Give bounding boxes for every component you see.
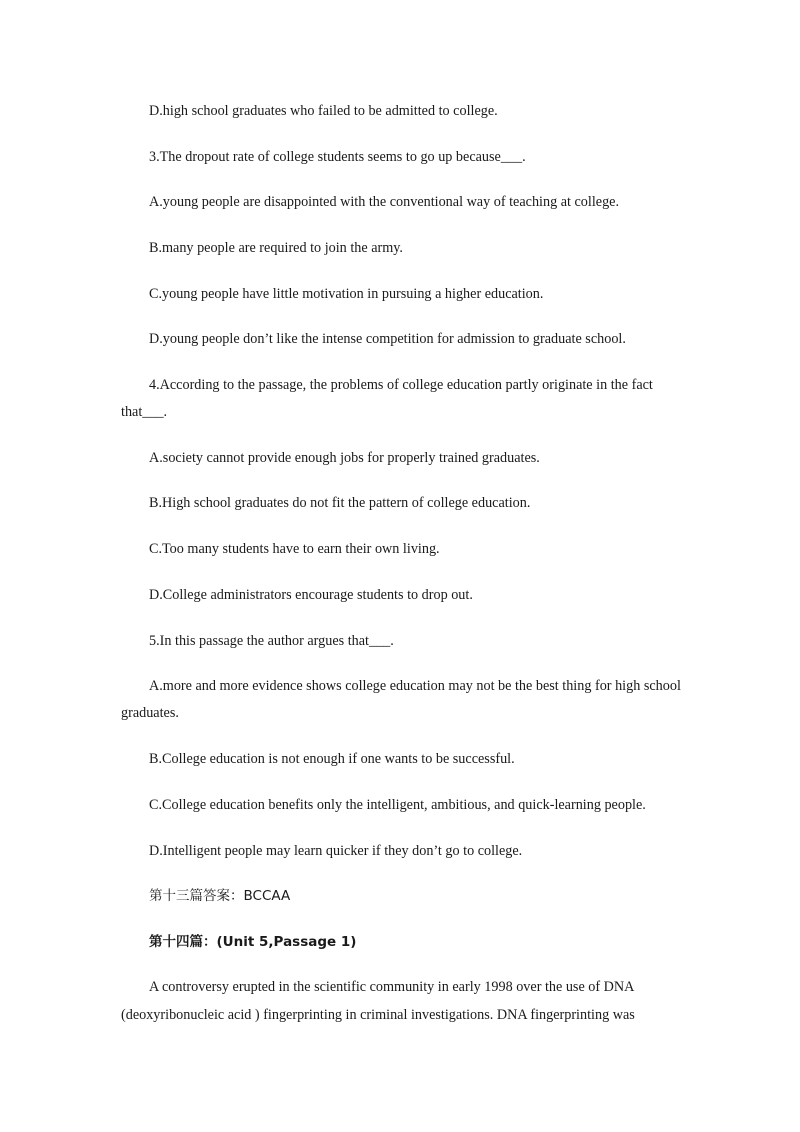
section-heading: 第十四篇：(Unit 5,Passage 1)	[149, 934, 357, 950]
option-4d: D.College administrators encourage students to drop out.	[149, 587, 473, 603]
passage-line-1: A controversy erupted in the scientific community in early 1998 over the use of DNA	[149, 979, 635, 995]
option-3a: A.young people are disappointed with the conventional way of teaching at college.	[149, 194, 620, 210]
option-5a-continued: graduates.	[121, 705, 179, 721]
passage-line-2: (deoxyribonucleic acid ) fingerprinting in criminal investigations. DNA fingerprinting was	[121, 1007, 635, 1023]
question-5: 5.In this passage the author argues that___.	[149, 633, 394, 649]
option-3b: B.many people are required to join the army.	[149, 240, 403, 256]
answer-key: 第十三篇答案：BCCAA	[149, 888, 291, 904]
option-4b: B.High school graduates do not fit the pattern of college education.	[149, 495, 531, 511]
option-4c: C.Too many students have to earn their own living.	[149, 541, 440, 557]
option-5d: D.Intelligent people may learn quicker if they don’t go to college.	[149, 843, 523, 859]
option-2d: D.high school graduates who failed to be admitted to college.	[149, 103, 498, 119]
option-5c: C.College education benefits only the intelligent, ambitious, and quick-learning people.	[149, 797, 646, 813]
question-4-continued: that___.	[121, 404, 168, 420]
option-3c: C.young people have little motivation in pursuing a higher education.	[149, 286, 544, 302]
option-4a: A.society cannot provide enough jobs for properly trained graduates.	[149, 450, 540, 466]
option-5a: A.more and more evidence shows college education may not be the best thing for high school	[149, 678, 681, 694]
option-3d: D.young people don’t like the intense competition for admission to graduate school.	[149, 331, 626, 347]
question-4: 4.According to the passage, the problems of college education partly originate in the fact	[149, 377, 653, 393]
question-3: 3.The dropout rate of college students seems to go up because___.	[149, 149, 526, 165]
option-5b: B.College education is not enough if one wants to be successful.	[149, 751, 515, 767]
